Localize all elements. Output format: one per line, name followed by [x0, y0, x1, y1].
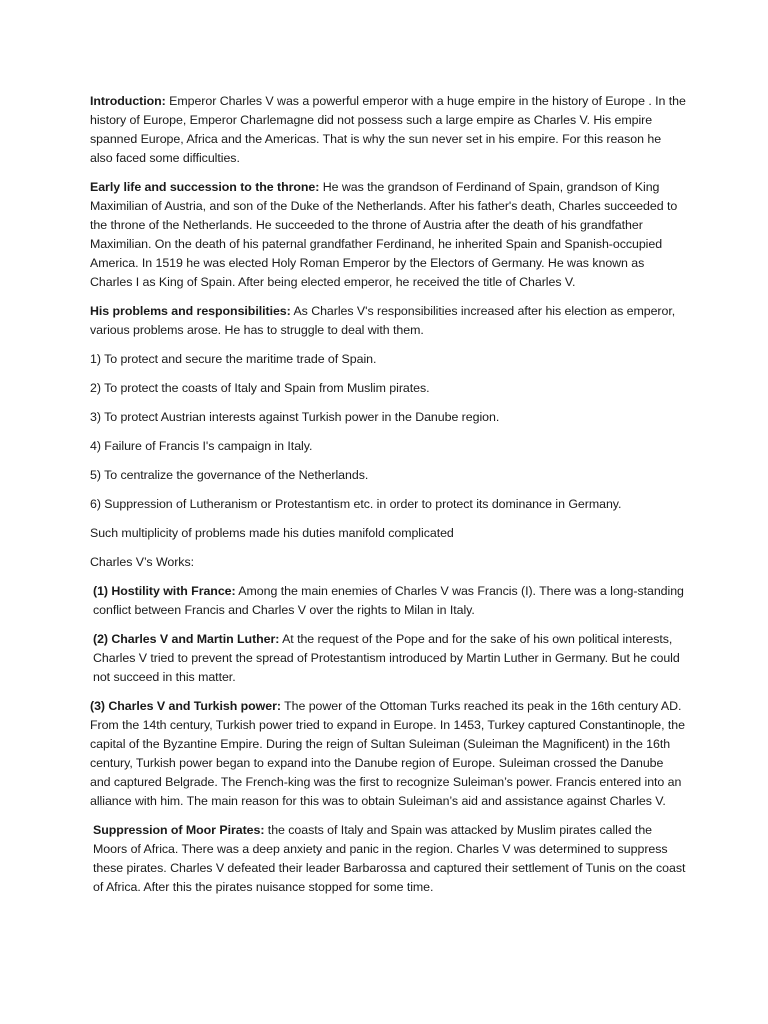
intro-paragraph	[90, 92, 686, 168]
moor-paragraph	[90, 821, 686, 897]
luther-heading: (2) Charles V and Martin Luther:	[93, 632, 280, 646]
document-page	[90, 92, 686, 907]
intro-heading: Introduction:	[90, 94, 166, 108]
early-life-paragraph	[90, 178, 686, 292]
list-item: 2) To protect the coasts of Italy and Spain from Muslim pirates.	[90, 381, 430, 395]
hostility-heading: (1) Hostility with France:	[93, 584, 236, 598]
list-item: 6) Suppression of Lutheranism or Protestantism etc. in order to protect its dominance in Germany.	[90, 497, 622, 511]
problems-heading: His problems and responsibilities:	[90, 304, 291, 318]
early-life-heading: Early life and succession to the throne:	[90, 180, 320, 194]
luther-text: At the request of the Pope and for the sake of his own political interests, Charles V tried to prevent the spread of Protestantism introduced by Martin Luther in Germany. But he could not succeed in this matter.	[93, 632, 680, 684]
list-item: 1) To protect and secure the maritime trade of Spain.	[90, 352, 377, 366]
moor-heading: Suppression of Moor Pirates:	[93, 823, 265, 837]
works-title: Charles V’s Works:	[90, 555, 194, 569]
multiplicity-paragraph: Such multiplicity of problems made his duties manifold complicated	[90, 526, 454, 540]
problems-text: As Charles V's responsibilities increased after his election as emperor, various problems arose. He has to struggle to deal with them.	[90, 304, 676, 337]
hostility-paragraph	[90, 582, 686, 620]
list-item: 4) Failure of Francis I's campaign in Italy.	[90, 439, 313, 453]
turkish-text: The power of the Ottoman Turks reached its peak in the 16th century AD. From the 14th century, Turkish power tried to expand in Europe. In 1453, Turkey captured Constantinople, the capital of the Byzantine Empire. During the reign of Sultan Suleiman (Suleiman the Magnificent) in the 16th century, Turkish power began to expand into the Danube region of Europe. Suleiman crossed the Danube and captured Belgrade. The French-king was the first to recognize Suleiman’s power. Francis entered into an alliance with him. The main reason for this was to obtain Suleiman’s aid and assistance against Charles V.	[90, 699, 685, 808]
turkish-heading: (3) Charles V and Turkish power:	[90, 699, 281, 713]
list-item: 3) To protect Austrian interests against Turkish power in the Danube region.	[90, 410, 500, 424]
turkish-paragraph	[90, 697, 686, 811]
hostility-text: Among the main enemies of Charles V was Francis (I). There was a long-standing conflict between Francis and Charles V over the rights to Milan in Italy.	[93, 584, 684, 617]
early-life-text: He was the grandson of Ferdinand of Spain, grandson of King Maximilian of Austria, and son of the Duke of the Netherlands. After his father's death, Charles succeeded to the throne of the Netherlands. He succeeded to the throne of Austria after the death of his grandfather Maximilian. On the death of his paternal grandfather Ferdinand, he inherited Spain and Spanish-occupied America. In 1519 he was elected Holy Roman Emperor by the Electors of Germany. He was known as Charles I as King of Spain. After being elected emperor, he received the title of Charles V.	[90, 180, 678, 289]
intro-text: Emperor Charles V was a powerful emperor with a huge empire in the history of Europe . In the history of Europe, Emperor Charlemagne did not possess such a large empire as Charles V. His empire spanned Europe, Africa and the Americas. That is why the sun never set in his empire. For this reason he also faced some difficulties.	[90, 94, 686, 165]
problems-paragraph	[90, 302, 686, 340]
list-item: 5) To centralize the governance of the Netherlands.	[90, 468, 369, 482]
moor-text: the coasts of Italy and Spain was attacked by Muslim pirates called the Moors of Africa. There was a deep anxiety and panic in the region. Charles V was determined to suppress these pirates. Charles V defeated their leader Barbarossa and captured their settlement of Tunis on the coast of Africa. After this the pirates nuisance stopped for some time.	[93, 823, 686, 894]
luther-paragraph	[90, 630, 686, 687]
